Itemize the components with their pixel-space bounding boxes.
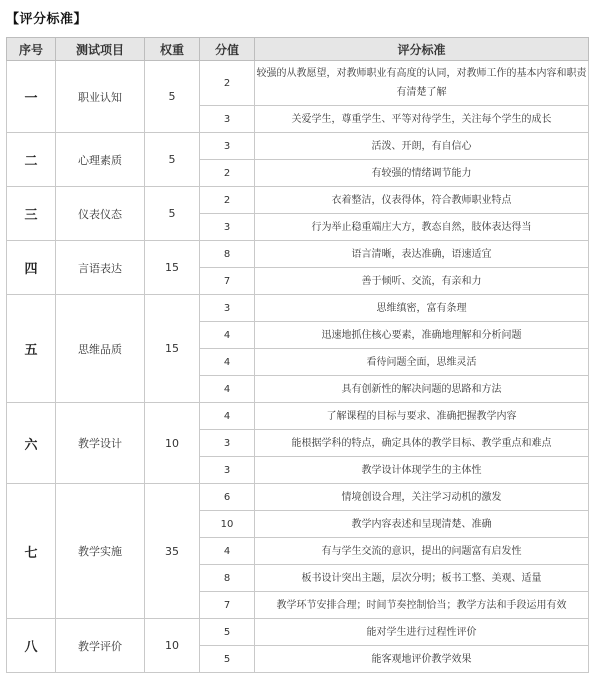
group-index: 一 [7,61,56,133]
table-header-row [7,38,589,61]
row-criterion: 教学环节安排合理；时间节奏控制恰当；教学方法和手段运用有效 [255,592,589,619]
row-score: 4 [200,538,255,565]
header-item: 测试项目 [56,38,145,61]
row-score: 5 [200,619,255,646]
row-score: 2 [200,61,255,106]
group-item: 教学实施 [56,484,145,619]
row-score: 5 [200,646,255,673]
row-criterion: 教学内容表述和呈现清楚、准确 [255,511,589,538]
row-score: 6 [200,484,255,511]
row-score: 2 [200,160,255,187]
row-criterion: 语言清晰，表达准确，语速适宜 [255,241,589,268]
group-item: 职业认知 [56,61,145,133]
row-score: 3 [200,430,255,457]
table-row [7,187,589,214]
group-index: 二 [7,133,56,187]
table-row [7,241,589,268]
table-row [7,133,589,160]
row-criterion: 看待问题全面，思维灵活 [255,349,589,376]
row-score: 4 [200,403,255,430]
header-criteria: 评分标准 [255,38,589,61]
group-weight: 35 [145,484,200,619]
row-score: 2 [200,187,255,214]
row-score: 10 [200,511,255,538]
row-score: 7 [200,268,255,295]
group-weight: 15 [145,241,200,295]
row-criterion: 能根据学科的特点，确定具体的教学目标、教学重点和难点 [255,430,589,457]
group-item: 仪表仪态 [56,187,145,241]
group-weight: 5 [145,133,200,187]
header-index: 序号 [7,38,56,61]
row-criterion: 具有创新性的解决问题的思路和方法 [255,376,589,403]
row-criterion: 情境创设合理，关注学习动机的激发 [255,484,589,511]
scoring-table [6,37,589,673]
row-criterion: 教学设计体现学生的主体性 [255,457,589,484]
row-score: 3 [200,295,255,322]
row-score: 7 [200,592,255,619]
row-criterion: 迅速地抓住核心要素，准确地理解和分析问题 [255,322,589,349]
group-index: 四 [7,241,56,295]
group-item: 教学评价 [56,619,145,673]
row-score: 3 [200,106,255,133]
table-row [7,295,589,322]
row-score: 4 [200,349,255,376]
row-score: 4 [200,376,255,403]
row-criterion: 关爱学生，尊重学生、平等对待学生，关注每个学生的成长 [255,106,589,133]
row-score: 4 [200,322,255,349]
group-item: 教学设计 [56,403,145,484]
row-score: 8 [200,241,255,268]
group-index: 七 [7,484,56,619]
row-criterion: 能对学生进行过程性评价 [255,619,589,646]
group-weight: 15 [145,295,200,403]
group-weight: 10 [145,619,200,673]
group-item: 言语表达 [56,241,145,295]
page-title: 【评分标准】 [6,12,88,27]
row-criterion: 有与学生交流的意识，提出的问题富有启发性 [255,538,589,565]
row-criterion: 善于倾听、交流，有亲和力 [255,268,589,295]
row-criterion: 了解课程的目标与要求、准确把握教学内容 [255,403,589,430]
table-row [7,403,589,430]
row-criterion: 行为举止稳重端庄大方，教态自然，肢体表达得当 [255,214,589,241]
group-index: 三 [7,187,56,241]
group-item: 心理素质 [56,133,145,187]
table-row [7,619,589,646]
row-score: 3 [200,457,255,484]
row-score: 3 [200,214,255,241]
row-criterion: 能客观地评价教学效果 [255,646,589,673]
table-row [7,61,589,106]
row-score: 8 [200,565,255,592]
row-score: 3 [200,133,255,160]
row-criterion: 活泼、开朗，有自信心 [255,133,589,160]
group-weight: 10 [145,403,200,484]
group-weight: 5 [145,61,200,133]
group-index: 八 [7,619,56,673]
group-weight: 5 [145,187,200,241]
header-score: 分值 [200,38,255,61]
group-index: 五 [7,295,56,403]
row-criterion: 衣着整洁，仪表得体，符合教师职业特点 [255,187,589,214]
group-index: 六 [7,403,56,484]
row-criterion: 思维缜密，富有条理 [255,295,589,322]
row-criterion: 较强的从教愿望，对教师职业有高度的认同，对教师工作的基本内容和职责有清楚了解 [255,61,589,106]
row-criterion: 板书设计突出主题，层次分明；板书工整、美观、适量 [255,565,589,592]
group-item: 思维品质 [56,295,145,403]
row-criterion: 有较强的情绪调节能力 [255,160,589,187]
header-weight: 权重 [145,38,200,61]
table-row [7,484,589,511]
